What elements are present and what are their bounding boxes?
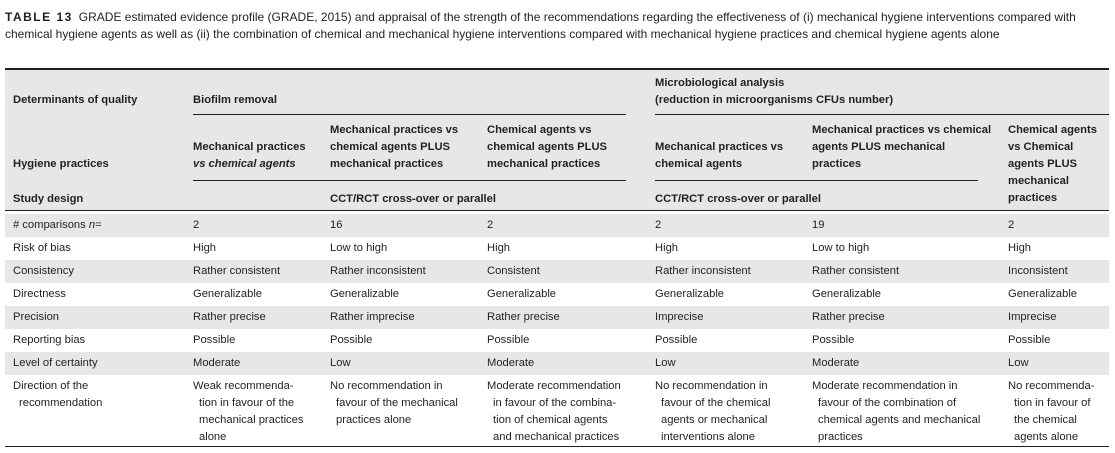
row-label: Consistency: [13, 265, 74, 277]
table-cell: Rather precise: [487, 311, 560, 323]
row-label: Level of certainty: [13, 357, 98, 369]
table-cell: Imprecise: [1008, 311, 1057, 323]
table-cell: Moderate: [487, 357, 535, 369]
table-label: TABLE 13: [5, 10, 73, 24]
direction-cell-line: Moderate recommendation in: [812, 380, 958, 392]
table-cell: High: [1008, 242, 1032, 254]
col-bio-chem-vs-combo: [487, 122, 637, 173]
direction-cell-line: and mechanical practices: [493, 431, 620, 443]
direction-cell-line: alone: [199, 431, 227, 443]
table-cell: Generalizable: [330, 288, 400, 300]
col-bio-mech-vs-combo: [330, 122, 480, 173]
direction-cell-line: the chemical: [1014, 414, 1077, 426]
row-label: Risk of bias: [13, 242, 71, 254]
table-cell: Low: [330, 357, 351, 369]
direction-cell-line: tion in favour of the: [199, 397, 295, 409]
direction-cell-line: in favour of the combina-: [493, 397, 617, 409]
direction-cell-line: tion in favour of: [1014, 397, 1091, 409]
table-cell: Generalizable: [1008, 288, 1078, 300]
header-microbiological-line2: (reduction in microorganisms CFUs number): [655, 94, 894, 106]
table-cell: Possible: [487, 334, 530, 346]
direction-cell: [655, 378, 770, 446]
row-label: Reporting bias: [13, 334, 86, 346]
table-cell: Inconsistent: [1008, 265, 1068, 277]
col2-line1: Mechanical practices vs: [330, 124, 459, 136]
col5-line1: Mechanical practices vs chemical: [812, 124, 992, 136]
table-cell: Consistent: [487, 265, 540, 277]
col1-line1: Mechanical practices: [193, 141, 306, 153]
direction-cell: [1008, 378, 1094, 446]
table-cell: Rather consistent: [812, 265, 900, 277]
caption-text: GRADE estimated evidence profile (GRADE, 2015) and appraisal of the strength of the recommendations regarding the effectiveness of (i) mechanical hygiene interventions compared with chemical hygiene agents as well as (ii) the combination of chemical and mechanical hygiene interventions compared with mechanical hygiene practices and chemical hygiene agents alone: [5, 10, 1076, 41]
direction-cell-line: tion of chemical agents: [493, 414, 608, 426]
table-cell: Low: [1008, 357, 1029, 369]
col4-line2: chemical agents: [655, 158, 743, 170]
table-cell: Rather consistent: [193, 265, 281, 277]
table-cell: Rather imprecise: [330, 311, 415, 323]
direction-label-line: recommendation: [19, 397, 103, 409]
col1-line2: vs chemical agents: [193, 158, 296, 170]
direction-cell-line: mechanical practices: [199, 414, 304, 426]
top-rule: [5, 68, 1109, 70]
table-cell: 2: [487, 219, 494, 231]
col6-line1: Chemical agents: [1008, 124, 1097, 136]
col6-line2: vs Chemical: [1008, 141, 1074, 153]
col-mic-mech-vs-chem: [655, 139, 805, 173]
table-cell: Possible: [812, 334, 855, 346]
table-cell: 2: [1008, 219, 1015, 231]
subcols-underline-biofilm: [193, 180, 626, 181]
row-label: # comparisons n=: [13, 219, 102, 231]
direction-cell-line: favour of the chemical: [661, 397, 771, 409]
row-band-consistency: [5, 260, 1109, 283]
table-cell: Generalizable: [655, 288, 725, 300]
col-mic-mech-vs-combo: [812, 122, 1002, 173]
header-biofilm: Biofilm removal: [193, 94, 277, 106]
study-design-microbio: CCT/RCT cross-over or parallel: [655, 193, 821, 205]
direction-cell-line: Weak recommenda-: [193, 380, 294, 392]
direction-cell-line: No recommenda-: [1008, 380, 1095, 392]
col6-line3: agents PLUS: [1008, 158, 1078, 170]
header-study-design: Study design: [13, 193, 84, 205]
table-cell: Possible: [1008, 334, 1051, 346]
col3-line2: chemical agents PLUS: [487, 141, 607, 153]
table-cell: Low: [655, 357, 676, 369]
study-design-biofilm: CCT/RCT cross-over or parallel: [330, 193, 496, 205]
table-caption: [5, 9, 1113, 42]
col3-line1: Chemical agents vs: [487, 124, 592, 136]
direction-cell: [487, 378, 621, 446]
table-cell: 19: [812, 219, 825, 231]
table-cell: High: [487, 242, 511, 254]
table-cell: Moderate: [193, 357, 241, 369]
subcols-underline-microbio: [655, 180, 978, 181]
row-label: Directness: [13, 288, 66, 300]
header-bottom-rule: [5, 210, 1109, 211]
col5-line3: practices: [812, 158, 862, 170]
col3-line3: mechanical practices: [487, 158, 601, 170]
table-cell: Imprecise: [655, 311, 704, 323]
table-cell: Possible: [655, 334, 698, 346]
direction-cell-line: agents alone: [1014, 431, 1079, 443]
direction-label-line: Direction of the: [13, 380, 89, 392]
table-cell: Generalizable: [487, 288, 557, 300]
table-cell: Possible: [193, 334, 236, 346]
col4-line1: Mechanical practices vs: [655, 141, 784, 153]
row-band-certainty: [5, 352, 1109, 375]
direction-cell-line: Moderate recommendation: [487, 380, 621, 392]
direction-cell-line: No recommendation in: [655, 380, 768, 392]
direction-cell-line: interventions alone: [661, 431, 755, 443]
table-cell: Generalizable: [193, 288, 263, 300]
table-cell: Rather precise: [193, 311, 266, 323]
table-cell: Generalizable: [812, 288, 882, 300]
table-cell: 2: [193, 219, 200, 231]
header-microbiological: [655, 75, 955, 109]
direction-cell-line: chemical agents and mechanical: [818, 414, 981, 426]
direction-cell: [193, 378, 303, 446]
col6-line5: practices: [1008, 192, 1058, 204]
table-cell: 2: [655, 219, 662, 231]
col5-line2: agents PLUS mechanical: [812, 141, 946, 153]
table-cell: Rather inconsistent: [330, 265, 426, 277]
table-cell: Moderate: [812, 357, 860, 369]
row-band-comparisons: [5, 214, 1109, 237]
direction-cell-line: practices alone: [336, 414, 412, 426]
header-hygiene-practices: Hygiene practices: [13, 158, 109, 170]
direction-cell: [330, 378, 458, 429]
header-microbiological-line1: Microbiological analysis: [655, 77, 785, 89]
table-cell: 16: [330, 219, 343, 231]
microbio-underline: [655, 114, 1109, 115]
col-bio-mech-vs-chem: [193, 139, 323, 173]
col-mic-chem-vs-combo: [1008, 122, 1108, 207]
biofilm-underline: [193, 114, 626, 115]
bottom-rule: [5, 446, 1109, 447]
direction-cell-line: favour of the combination of: [818, 397, 957, 409]
col2-line3: mechanical practices: [330, 158, 444, 170]
direction-cell-line: favour of the mechanical: [336, 397, 458, 409]
table-cell: High: [655, 242, 679, 254]
row-label: Precision: [13, 311, 60, 323]
direction-cell-line: No recommendation in: [330, 380, 443, 392]
table-cell: High: [193, 242, 217, 254]
direction-cell: [812, 378, 980, 446]
col6-line4: mechanical: [1008, 175, 1069, 187]
header-determinants: Determinants of quality: [13, 94, 138, 106]
table-cell: Rather inconsistent: [655, 265, 751, 277]
table-cell: Possible: [330, 334, 373, 346]
direction-cell-line: practices: [818, 431, 863, 443]
table-cell: Low to high: [330, 242, 388, 254]
direction-cell-line: agents or mechanical: [661, 414, 768, 426]
row-label-direction: [13, 378, 102, 412]
table-cell: Rather precise: [812, 311, 885, 323]
table-cell: Low to high: [812, 242, 870, 254]
col2-line2: chemical agents PLUS: [330, 141, 450, 153]
